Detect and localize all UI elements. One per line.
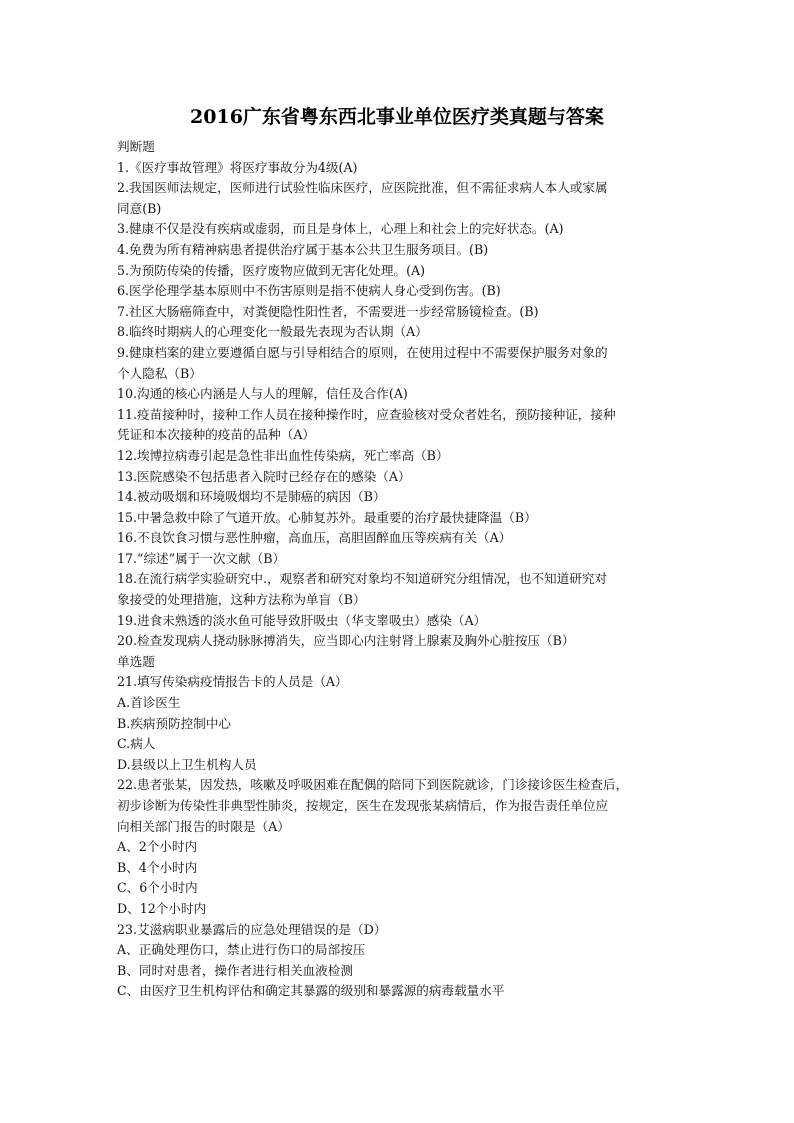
text-line: 21.填写传染病疫情报告卡的人员是（A） <box>117 674 348 690</box>
document-title: 2016广东省粤东西北事业单位医疗类真题与答案 <box>190 106 604 128</box>
text-line: 个人隐私（B） <box>117 365 202 381</box>
text-line: 1.《医疗事故管理》将医疗事故分为4级(A) <box>117 159 358 175</box>
text-line: D.县级以上卫生机构人员 <box>117 756 257 772</box>
text-line: 15.中暑急救中除了气道开放。心肺复苏外。最重要的治疗最快捷降温（B） <box>117 509 537 525</box>
text-line: A.首诊医生 <box>117 695 181 711</box>
text-line: B.疾病预防控制中心 <box>117 715 232 731</box>
document-body <box>117 137 687 1002</box>
text-line: 11.疫苗接种时，接种工作人员在接种操作时，应查验核对受众者姓名，预防接种证，接种 <box>117 406 616 422</box>
text-line: 16.不良饮食习惯与恶性肿瘤，高血压，高胆固醉血压等疾病有关（A） <box>117 530 512 546</box>
text-line: 10.沟通的核心内涵是人与人的理解，信任及合作(A) <box>117 386 408 402</box>
text-line: 3.健康不仅是没有疾病或虚弱，而且是身体上，心理上和社会上的完好状态。(A) <box>117 221 564 237</box>
text-line: 13.医院感染不包括患者入院时已经存在的感染（A） <box>117 468 411 484</box>
text-line: 7.社区大肠癌筛查中，对粪便隐性阳性者，不需要进一步经常肠镜检查。(B) <box>117 303 539 319</box>
text-line: C、由医疗卫生机构评估和确定其暴露的级别和暴露源的病毒载量水平 <box>117 983 505 999</box>
text-line: 18.在流行病学实验研究中.，观察者和研究对象均不知道研究分组情况，也不知道研究对 <box>117 571 608 587</box>
text-line: A、2个小时内 <box>117 839 198 855</box>
text-line: 2.我国医师法规定，医师进行试验性临床医疗，应医院批准，但不需征求病人本人或家属 <box>117 180 608 196</box>
text-line: 凭证和本次接种的疫苗的品种（A） <box>117 427 316 443</box>
text-line: 20.检查发现病人挠动脉脉搏消失，应当即心内注射肾上腺素及胸外心脏按压（B） <box>117 633 575 649</box>
text-line: 22.患者张某，因发热，咳嗽及呼吸困难在配偶的陪同下到医院就诊，门诊接诊医生检查后， <box>117 777 629 793</box>
text-line: D、12个小时内 <box>117 900 207 916</box>
text-line: 单选题 <box>117 653 155 669</box>
text-line: C、6个小时内 <box>117 880 198 896</box>
text-line: 向相关部门报告的时限是（A） <box>117 818 290 834</box>
text-line: 19.进食未熟透的淡水鱼可能导致肝吸虫（华支睾吸虫）感染（A） <box>117 612 487 628</box>
text-line: 8.临终时期病人的心理变化一般最先表现为否认期（A） <box>117 324 428 340</box>
text-line: 初步诊断为传染性非典型性肺炎，按规定，医生在发现张某病情后，作为报告责任单位应 <box>117 798 609 813</box>
text-line: 同意(B) <box>117 200 162 216</box>
text-line: C.病人 <box>117 736 156 752</box>
text-line: B、同时对患者，操作者进行相关血液检测 <box>117 962 353 978</box>
text-line: 4.免费为所有精神病患者提供治疗属于基本公共卫生服务项目。(B) <box>117 241 489 257</box>
text-line: 23.艾滋病职业暴露后的应急处理错误的是（D） <box>117 921 387 937</box>
text-line: 判断题 <box>117 139 155 154</box>
text-line: 12.埃博拉病毒引起是急性非出血性传染病，死亡率高（B） <box>117 447 449 463</box>
text-line: 14.被动吸烟和环境吸烟均不是肺癌的病因（B） <box>117 489 386 505</box>
text-line: 9.健康档案的建立要遵循自愿与引导相结合的原则，在使用过程中不需要保护服务对象的 <box>117 344 608 360</box>
text-line: 6.医学伦理学基本原则中不伤害原则是指不使病人身心受到伤害。(B) <box>117 283 501 299</box>
text-line: 17.“综述”属于一次文献（B） <box>117 550 286 566</box>
text-line: 5.为预防传染的传播，医疗废物应做到无害化处理。(A) <box>117 262 425 278</box>
text-line: B、4个小时内 <box>117 859 198 875</box>
text-line: A、正确处理伤口，禁止进行伤口的局部按压 <box>117 942 366 958</box>
text-line: 象接受的处理措施，这种方法称为单盲（B） <box>117 592 366 608</box>
